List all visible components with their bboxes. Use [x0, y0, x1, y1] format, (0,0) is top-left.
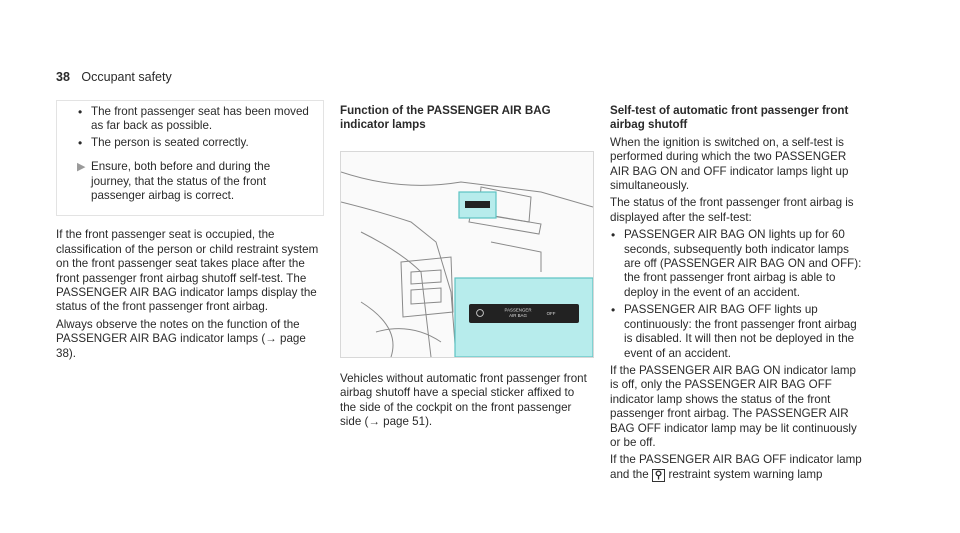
step-text: Ensure, both before and during the journey, that the status of the front passenger airbag is correct.: [91, 160, 271, 203]
indicator-off-paragraph: If the PASSENGER AIR BAG ON indicator lamp is off, only the PASSENGER AIR BAG OFF indicator lamp shows the status of the front passenger front airbag. The PASSENGER AIR BAG OFF indicator lamp may be lit continuously or be off.: [610, 363, 857, 449]
status-item: • PASSENGER AIR BAG ON lights up for 60 seconds, subsequently both indicator lamps are off (PASSENGER AIR BAG ON and OFF): the front passenger front airbag is able to deploy in the event of an accident.: [610, 228, 866, 300]
step-arrow-icon: ▶: [77, 161, 86, 174]
self-test-heading: Self-test of automatic front passenger front airbag shutoff: [610, 104, 849, 132]
status-list: [610, 228, 866, 361]
display-label-off: OFF: [546, 310, 556, 316]
instruction-step: [77, 160, 313, 203]
requirement-item: • The person is seated correctly.: [77, 136, 313, 150]
observe-notes-paragraph: Always observe the notes on the function of the PASSENGER AIR BAG indicator lamps (→ page 38).: [56, 317, 306, 360]
section-title: Occupant safety: [81, 70, 172, 84]
self-test-paragraph: When the ignition is switched on, a self-test is performed during which the two PASSENGER AIR BAG ON and OFF indicator lamps light up simultaneously.: [610, 135, 849, 193]
indicator-lamp-small: [465, 201, 490, 208]
right-column: [610, 104, 866, 485]
classification-paragraph: If the front passenger seat is occupied, the classification of the person or child restraint system on the front passenger seat takes place after the front passenger front airbag shutoff self-test. The PASSENGER AIR BAG indicator lamps display the status of the front passenger front airbag.: [56, 228, 319, 314]
left-column: [56, 100, 324, 364]
display-label-line2: AIR BAG: [509, 312, 527, 318]
status-intro-paragraph: The status of the front passenger front airbag is displayed after the self-test:: [610, 196, 854, 224]
middle-column: [340, 104, 592, 432]
function-heading: Function of the PASSENGER AIR BAG indicator lamps: [340, 104, 551, 132]
status-item: • PASSENGER AIR BAG OFF lights up continuously: the front passenger front airbag is disabled. It will then not be deployed in the event of an accident.: [610, 303, 866, 361]
requirements-box: [56, 100, 324, 216]
requirement-item: • The front passenger seat has been moved as far back as possible.: [77, 105, 313, 134]
warning-lamp-text-after: restraint system warning lamp: [668, 467, 823, 481]
page-header: [56, 70, 172, 84]
cockpit-drawing: [341, 152, 593, 357]
warning-lamp-paragraph: [610, 453, 866, 482]
page-number: 38: [56, 70, 70, 84]
cockpit-illustration: [340, 151, 594, 358]
sticker-paragraph: Vehicles without automatic front passenger front airbag shutoff have a special sticker affixed to the side of the cockpit on the front passenger side (→ page 51).: [340, 371, 587, 429]
restraint-system-warning-icon: ⚲: [652, 469, 665, 482]
display-label-line1: PASSENGER: [504, 307, 532, 313]
warning-lamp-text-before: If the PASSENGER AIR BAG OFF indicator lamp and the: [610, 453, 862, 481]
